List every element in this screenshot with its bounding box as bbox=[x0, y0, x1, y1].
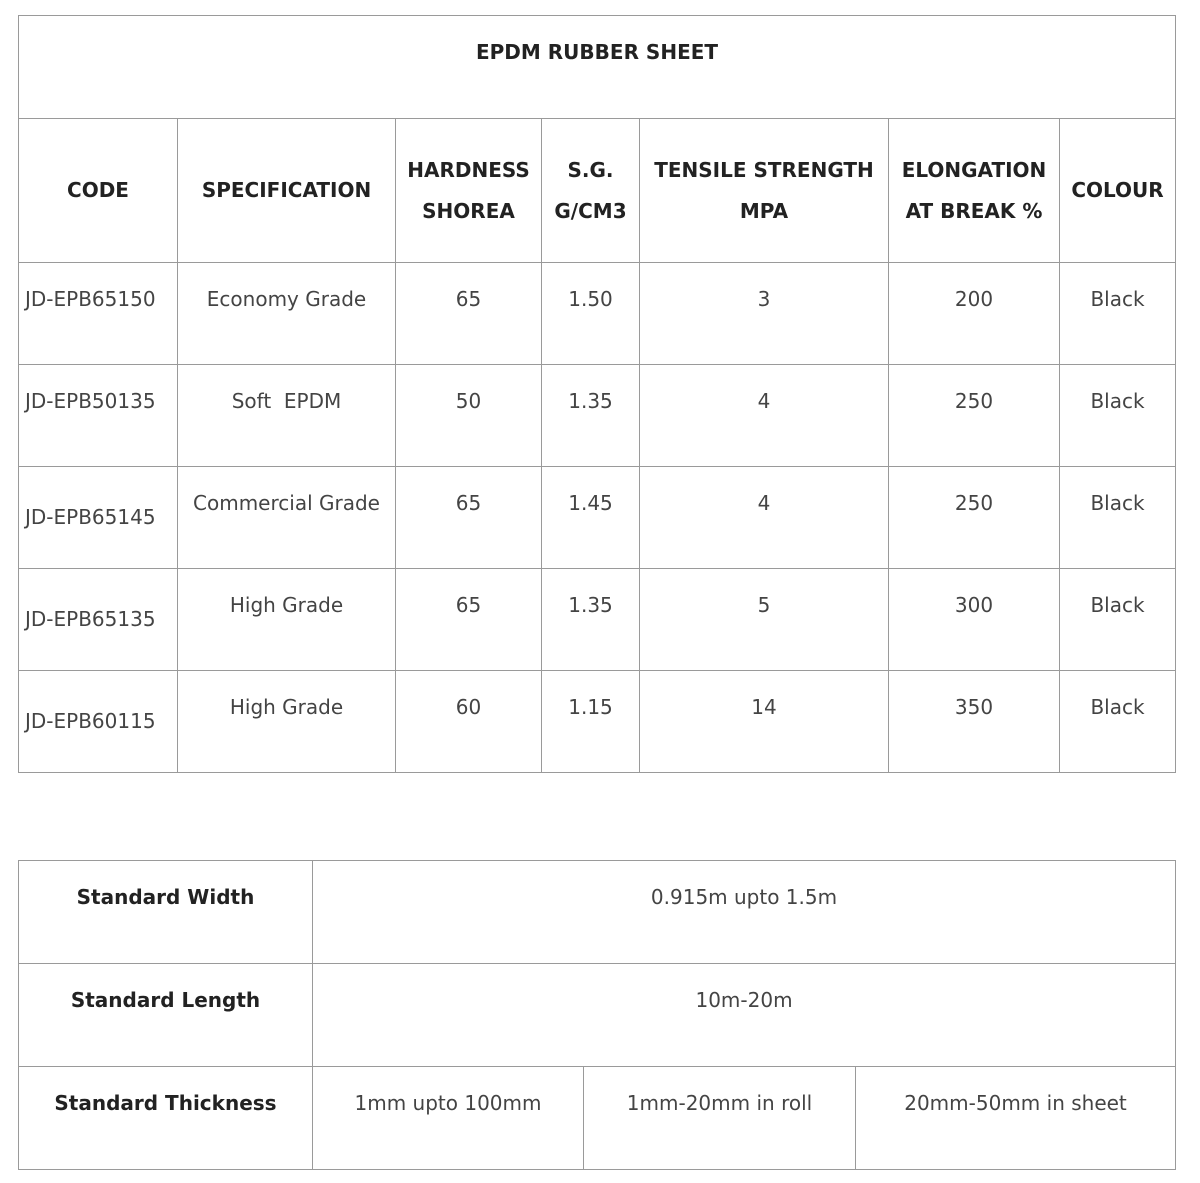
cell-code: JD-EPB65145 bbox=[19, 467, 178, 569]
cell-colour: Black bbox=[1060, 671, 1176, 773]
standard-thickness-label: Standard Thickness bbox=[19, 1067, 313, 1170]
header-elongation-line2: AT BREAK % bbox=[905, 198, 1043, 223]
cell-colour: Black bbox=[1060, 263, 1176, 365]
table-row bbox=[19, 365, 1176, 467]
cell-code: JD-EPB65135 bbox=[19, 569, 178, 671]
table-row bbox=[19, 467, 1176, 569]
standard-length-value: 10m-20m bbox=[313, 964, 1176, 1067]
cell-tensile: 3 bbox=[640, 263, 889, 365]
header-sg-line1: S.G. bbox=[567, 157, 614, 182]
table-row bbox=[19, 671, 1176, 773]
table-row bbox=[19, 263, 1176, 365]
cell-elongation: 350 bbox=[889, 671, 1060, 773]
cell-specification: Soft EPDM bbox=[178, 365, 396, 467]
header-elongation bbox=[889, 119, 1060, 263]
header-tensile bbox=[640, 119, 889, 263]
standard-length-label: Standard Length bbox=[19, 964, 313, 1067]
header-code: CODE bbox=[19, 119, 178, 263]
standard-thickness-value: 20mm-50mm in sheet bbox=[856, 1067, 1176, 1170]
cell-code: JD-EPB60115 bbox=[19, 671, 178, 773]
cell-specification: High Grade bbox=[178, 569, 396, 671]
cell-tensile: 4 bbox=[640, 467, 889, 569]
cell-hardness: 65 bbox=[396, 467, 542, 569]
standard-width-label: Standard Width bbox=[19, 861, 313, 964]
header-sg bbox=[542, 119, 640, 263]
cell-hardness: 65 bbox=[396, 569, 542, 671]
cell-sg: 1.35 bbox=[542, 569, 640, 671]
cell-code: JD-EPB65150 bbox=[19, 263, 178, 365]
header-hardness bbox=[396, 119, 542, 263]
cell-hardness: 65 bbox=[396, 263, 542, 365]
header-hardness-line1: HARDNESS bbox=[407, 157, 530, 182]
cell-specification: Economy Grade bbox=[178, 263, 396, 365]
standard-thickness-value: 1mm-20mm in roll bbox=[584, 1067, 856, 1170]
standards-table bbox=[18, 860, 1176, 1170]
cell-hardness: 60 bbox=[396, 671, 542, 773]
epdm-spec-table bbox=[18, 15, 1176, 773]
cell-sg: 1.35 bbox=[542, 365, 640, 467]
table-title-row bbox=[19, 16, 1176, 119]
header-tensile-line2: MPA bbox=[739, 198, 789, 223]
cell-code: JD-EPB50135 bbox=[19, 365, 178, 467]
standard-thickness-value: 1mm upto 100mm bbox=[313, 1067, 584, 1170]
standard-width-value: 0.915m upto 1.5m bbox=[313, 861, 1176, 964]
cell-sg: 1.45 bbox=[542, 467, 640, 569]
standards-row-length bbox=[19, 964, 1176, 1067]
header-colour: COLOUR bbox=[1060, 119, 1176, 263]
header-hardness-line2: SHOREA bbox=[422, 198, 515, 223]
cell-hardness: 50 bbox=[396, 365, 542, 467]
cell-tensile: 14 bbox=[640, 671, 889, 773]
table-row bbox=[19, 569, 1176, 671]
cell-colour: Black bbox=[1060, 365, 1176, 467]
cell-tensile: 4 bbox=[640, 365, 889, 467]
table-header-row bbox=[19, 119, 1176, 263]
cell-specification: Commercial Grade bbox=[178, 467, 396, 569]
header-elongation-line1: ELONGATION bbox=[901, 157, 1047, 182]
cell-sg: 1.15 bbox=[542, 671, 640, 773]
header-tensile-line1: TENSILE STRENGTH bbox=[654, 157, 874, 182]
cell-elongation: 250 bbox=[889, 365, 1060, 467]
cell-elongation: 200 bbox=[889, 263, 1060, 365]
cell-elongation: 250 bbox=[889, 467, 1060, 569]
table-title: EPDM RUBBER SHEET bbox=[19, 16, 1176, 119]
cell-colour: Black bbox=[1060, 467, 1176, 569]
cell-sg: 1.50 bbox=[542, 263, 640, 365]
cell-tensile: 5 bbox=[640, 569, 889, 671]
cell-colour: Black bbox=[1060, 569, 1176, 671]
standards-row-width bbox=[19, 861, 1176, 964]
standards-row-thickness bbox=[19, 1067, 1176, 1170]
header-sg-line2: G/CM3 bbox=[554, 198, 627, 223]
cell-specification: High Grade bbox=[178, 671, 396, 773]
cell-elongation: 300 bbox=[889, 569, 1060, 671]
header-specification: SPECIFICATION bbox=[178, 119, 396, 263]
